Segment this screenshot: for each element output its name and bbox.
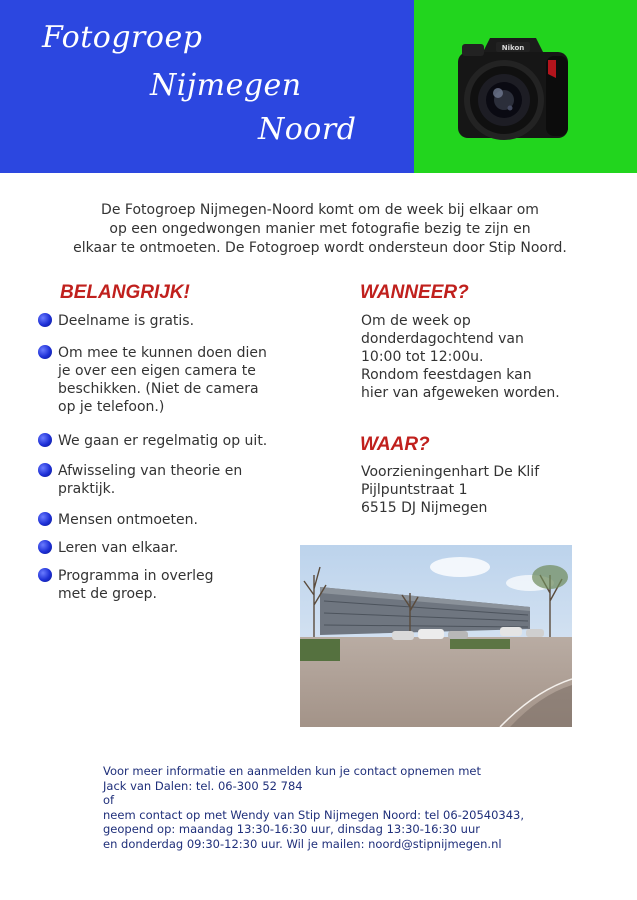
wanneer-line: donderdagochtend van [361, 331, 524, 347]
contact-line: Voor meer informatie en aanmelden kun je contact opnemen met [103, 764, 482, 778]
intro-line-1: De Fotogroep Nijmegen-Noord komt om de week bij elkaar om [101, 202, 539, 218]
address-line: Voorzieningenhart De Klif [361, 464, 540, 480]
wanneer-line: 10:00 tot 12:00u. [361, 349, 484, 365]
bullet-icon [38, 345, 52, 359]
wanneer-heading: WANNEER? [360, 282, 469, 303]
bullet-icon [38, 433, 52, 447]
intro-line-2: op een ongedwongen manier met fotografie bezig te zijn en [109, 221, 531, 237]
contact-info [103, 764, 573, 851]
title-line-2: Nijmegen [150, 68, 302, 103]
header-blue-panel [0, 0, 414, 173]
wanneer-text [361, 312, 560, 402]
list-item: Programma in overleg met de groep. [38, 567, 238, 603]
wanneer-line: hier van afgeweken worden. [361, 385, 560, 401]
contact-line: Jack van Dalen: tel. 06-300 52 784 [103, 778, 303, 793]
waar-address [361, 463, 539, 517]
intro-paragraph [40, 201, 600, 258]
title-line-3: Noord [258, 112, 357, 147]
contact-line: geopend op: maandag 13:30-16:30 uur, dinsdag 13:30-16:30 uur [103, 822, 480, 836]
intro-line-3: elkaar te ontmoeten. De Fotogroep wordt ondersteun door Stip Noord. [73, 240, 567, 256]
bullet-icon [38, 512, 52, 526]
camera-brand-label: Nikon [501, 44, 525, 52]
list-item: Deelname is gratis. [38, 312, 298, 330]
belangrijk-heading: BELANGRIJK! [60, 282, 190, 303]
title-line-1: Fotogroep [42, 20, 203, 55]
wanneer-line: Om de week op [361, 313, 471, 329]
camera-illustration [452, 30, 574, 150]
wanneer-line: Rondom feestdagen kan [361, 367, 532, 383]
contact-line: neem contact op met Wendy van Stip Nijmegen Noord: tel 06-20540343, [103, 807, 525, 822]
list-item: We gaan er regelmatig op uit. [38, 432, 298, 450]
contact-line: en donderdag 09:30-12:30 uur. Wil je mailen: noord@stipnijmegen.nl [103, 836, 502, 851]
list-item: Leren van elkaar. [38, 539, 298, 557]
list-item: Afwisseling van theorie en praktijk. [38, 462, 248, 498]
bullet-icon [38, 463, 52, 477]
bullet-icon [38, 568, 52, 582]
bullet-icon [38, 313, 52, 327]
address-line: Pijlpuntstraat 1 [361, 482, 468, 498]
header-banner [0, 0, 637, 173]
list-item: Mensen ontmoeten. [38, 511, 298, 529]
waar-heading: WAAR? [360, 434, 430, 455]
address-line: 6515 DJ Nijmegen [361, 500, 488, 516]
contact-line: of [103, 793, 115, 807]
location-photo [300, 545, 572, 727]
list-item: Om mee te kunnen doen dien je over een eigen camera te beschikken. (Niet de camera op je telefoon.) [38, 344, 278, 416]
bullet-icon [38, 540, 52, 554]
